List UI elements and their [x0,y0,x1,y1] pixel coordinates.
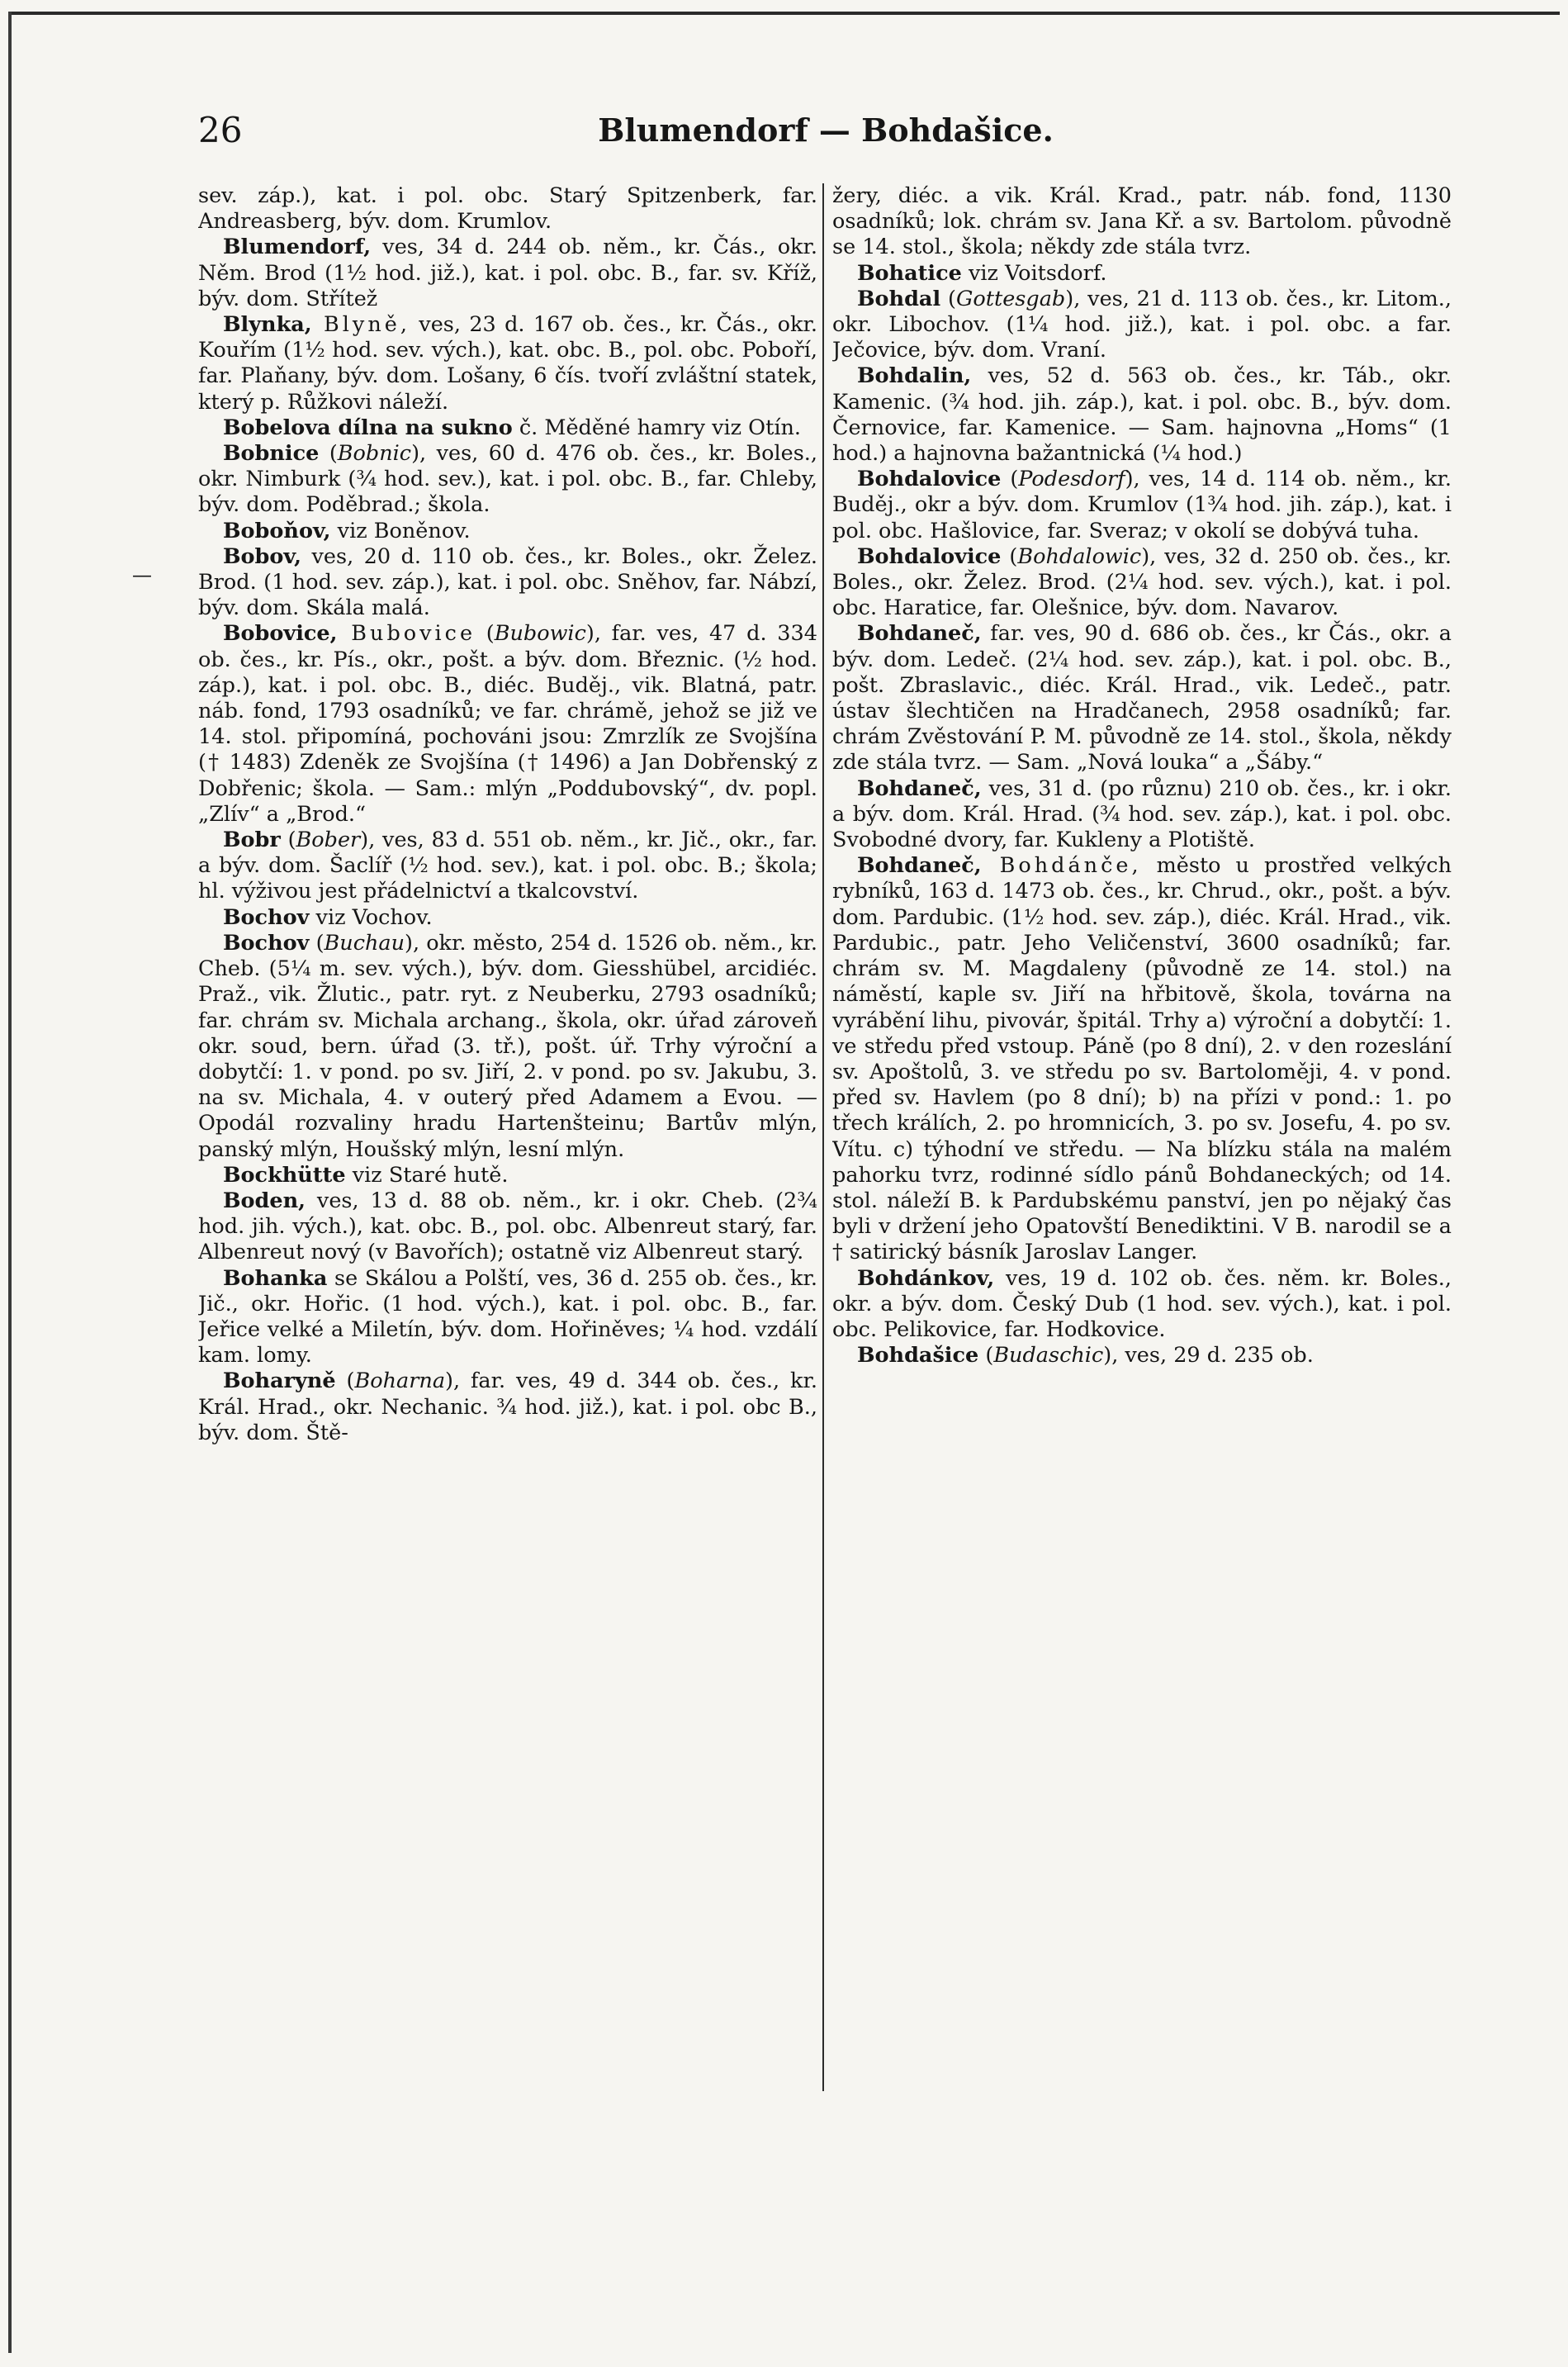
entry-headword: Bohdalovice [857,543,1002,569]
entry-german-name: Bohdalowic [1017,543,1142,569]
entry-text: , ves, 83 d. 551 ob. něm., kr. Jič., okr., far. a býv. dom. Šaclíř (½ hod. sev.), kat. i pol. obc. B.; škola; hl. výživou jest přádelnictví a tkalcovství. [198,828,817,904]
entry-text: sev. záp.), kat. i pol. obc. Starý Spitzenberk, far. Andreasberg, býv. dom. Krumlov. [198,183,817,235]
entry-bobnice: Bobnice (Bobnic), ves, 60 d. 476 ob. čes., kr. Boles., okr. Nimburk (¾ hod. sev.), kat. i pol. obc. B., far. Chleby, býv. dom. Poděbrad.; škola. [198,441,817,518]
entry-headword: Bohanka [223,1265,328,1291]
entry-headword: Boharyně [223,1368,336,1394]
entry-text: , far. ves, 47 d. 334 ob. čes., kr. Pís., okr., pošt. a býv. dom. Březnic. (½ hod. záp.), kat. i pol. obc. B., diéc. Buděj., vik. Blatná, patr. náb. fond, 1793 osadníků; ve far. chrámě, jehož se již ve 14. stol. připomíná, pochováni jsou: Zmrzlík ze Svojšína († 1483) Zdeněk ze Svojšína († 1496) a Jan Dobřenský z Dobřenic; škola. — Sam.: mlýn „Poddubovský“, dv. popl. „Zlív“ a „Brod.“ [198,621,817,827]
entry-headword: Boboňov, [223,518,331,543]
entry-headword: Bohdalin, [857,363,972,389]
entry-text: , ves, 60 d. 476 ob. čes., kr. Boles., okr. Nimburk (¾ hod. sev.), kat. i pol. obc. B., far. Chleby, býv. dom. Poděbrad.; škola. [198,441,817,518]
entry-bockhutte [198,1163,817,1188]
entry-bohdanec3 [832,853,1452,1265]
entry-bohdalin [832,363,1452,467]
entry-bochov2: Bochov (Buchau), okr. město, 254 d. 1526 ob. něm., kr. Cheb. (5¼ m. sev. vých.), býv. dom. Giesshübel, arcidiéc. Praž., vik. Žlutic., patr. ryt. z Neuberku, 2793 osadníků; far. chrám sv. Michala archang., škola, okr. úřad zároveň okr. soud, bern. úřad (3. tř.), pošt. úř. Trhy výroční a dobytčí: 1. v pond. po sv. Jiří, 2. v pond. po sv. Jakubu, 3. na sv. Michala, 4. v outerý před Adamem a Evou. — Opodál rozvaliny hradu Hartenšteinu; Bartův mlýn, panský mlýn, Houšský mlýn, lesní mlýn. [198,930,817,1162]
entry-zery [832,183,1452,261]
entry-spaced-name: Bubovice [337,621,476,647]
entry-text: se Skálou a Polští, ves, 36 d. 255 ob. čes., kr. Jič., okr. Hořic. (1 hod. vých.), kat. i pol. obc. B., far. Jeřice velké a Miletín, býv. dom. Hořiněves; ¼ hod. vzdálí kam. lomy. [198,1265,817,1368]
entry-bohdanec1 [832,621,1452,776]
left-column [198,183,817,2298]
entry-blynka [198,312,817,415]
entry-text: č. Měděné hamry viz Otín. [512,415,802,440]
entry-bohanka [198,1266,817,1369]
page-top-border [8,12,1560,15]
entry-text: ves, 23 d. 167 ob. čes., kr. Čás., okr. Kouřím (1½ hod. sev. vých.), kat. obc. B., pol. obc. Poboří, far. Plaňany, býv. dom. Lošany, 6 čís. tvoří zvláštní statek, který p. Růžkovi náleží. [198,312,817,415]
entry-text: viz Boněnov. [330,518,471,543]
entry-german-name: Bubowic [494,621,586,647]
entry-text: žery, diéc. a vik. Král. Krad., patr. náb. fond, 1130 osadníků; lok. chrám sv. Jana Kř. a sv. Bartolom. původně se 14. stol., škola; někdy zde stála tvrz. [832,183,1452,260]
entry-german-name: Podesdorf [1018,467,1125,492]
running-head: Blumendorf — Bohdašice. [598,111,1054,149]
entry-text: far. ves, 90 d. 686 ob. čes., kr Čás., okr. a býv. dom. Ledeč. (2¼ hod. sev. záp.), kat. i pol. obc. B., pošt. Zbraslavic., diéc. Král. Hrad., vik. Ledeč., patr. ústav šlechtičen na Hradčanech, 2958 osadníků; far. chrám Zvěstování P. M. původně ze 14. stol., škola, někdy zde stála tvrz. — Sam. „Nová louka“ a „Šáby.“ [832,621,1452,776]
entry-german-name: Budaschic [993,1343,1104,1368]
entry-spaced-name: Blyně, [311,312,410,338]
entry-german-name: Buchau [324,930,405,956]
entry-headword: Bockhütte [223,1162,346,1188]
entry-text: , okr. město, 254 d. 1526 ob. něm., kr. Cheb. (5¼ m. sev. vých.), býv. dom. Giesshübel, arcidiéc. Praž., vik. Žlutic., patr. ryt. z Neuberku, 2793 osadníků; far. chrám sv. Michala archang., škola, okr. úřad zároveň okr. soud, bern. úřad (3. tř.), pošt. úř. Trhy výroční a dobytčí: 1. v pond. po sv. Jiří, 2. v pond. po sv. Jakubu, 3. na sv. Michala, 4. v outerý před Adamem a Evou. — Opodál rozvaliny hradu Hartenšteinu; Bartův mlýn, panský mlýn, Houšský mlýn, lesní mlýn. [198,930,817,1162]
entry-text: , far. ves, 49 d. 344 ob. čes., kr. Král. Hrad., okr. Nechanic. ¾ hod. již.), kat. i pol. obc B., býv. dom. Ště- [198,1368,817,1445]
entry-german-name: Boharna [354,1368,446,1394]
entry-bochov1 [198,905,817,931]
entry-bohdalovice1: Bohdalovice (Podesdorf), ves, 14 d. 114 ob. něm., kr. Buděj., okr a býv. dom. Krumlov (1¾ hod. jih. záp.), kat. i pol. obc. Hašlovice, far. Sveraz; v okolí se dobývá tuha. [832,467,1452,543]
column-divider [822,183,824,2091]
entry-bohdankov [832,1266,1452,1344]
entry-headword: Bohdánkov, [857,1265,995,1291]
entry-headword: Bobnice [223,441,320,467]
entry-headword: Blumendorf, [223,235,372,260]
entry-text: ves, 13 d. 88 ob. něm., kr. i okr. Cheb. (2¾ hod. jih. vých.), kat. obc. B., pol. obc. Albenreut starý, far. Albenreut nový (v Bavořích); ostatně viz Albenreut starý. [198,1188,817,1265]
entry-headword: Bohdalovice [857,467,1002,492]
entry-headword: Bobov, [223,543,302,569]
entry-bobr: Bobr (Bober), ves, 83 d. 551 ob. něm., kr. Jič., okr., far. a býv. dom. Šaclíř (½ hod. sev.), kat. i pol. obc. B.; škola; hl. výživou jest přádelnictví a tkalcovství. [198,828,817,904]
margin-mark: — [132,563,152,586]
entry-bohdal: Bohdal (Gottesgab), ves, 21 d. 113 ob. čes., kr. Litom., okr. Libochov. (1¼ hod. již.), kat. i pol. obc. a far. Ječovice, býv. dom. Vraní. [832,286,1452,363]
entry-headword: Bobr [223,828,281,853]
page-header [198,106,1453,155]
entry-headword: Bohdal [857,286,941,311]
entry-german-name: Bober [296,828,361,853]
entry-headword: Boden, [223,1188,306,1213]
page-number: 26 [198,110,243,150]
entry-headword: Blynka, [223,312,312,338]
entry-text: ves, 52 d. 563 ob. čes., kr. Táb., okr. Kamenic. (¾ hod. jih. záp.), kat. i pol. obc. B., býv. dom. Černovice, far. Kamenice. — Sam. hajnovna „Homs“ (1 hod.) a hajnovna bažantnická (¼ hod.) [832,363,1452,467]
entry-bohdalovice2: Bohdalovice (Bohdalowic), ves, 32 d. 250 ob. čes., kr. Boles., okr. Želez. Brod. (2¼ hod. sev. vých.), kat. i pol. obc. Haratice, far. Olešnice, býv. dom. Navarov. [832,543,1452,621]
entry-text: , ves, 29 d. 235 ob. [1111,1343,1314,1368]
entry-headword: Bochov [223,930,310,956]
entry-headword: Bohdaneč, [857,776,982,801]
entry-text: viz Voitsdorf. [961,260,1107,286]
entry-bobovice: Bobovice, Bubovice (Bubowic), far. ves, 47 d. 334 ob. čes., kr. Pís., okr., pošt. a býv. dom. Březnic. (½ hod. záp.), kat. i pol. obc. B., diéc. Buděj., vik. Blatná, patr. náb. fond, 1793 osadníků; ve far. chrámě, jehož se již ve 14. stol. připomíná, pochováni jsou: Zmrzlík ze Svojšína († 1483) Zdeněk ze Svojšína († 1496) a Jan Dobřenský z Dobřenic; škola. — Sam.: mlýn „Poddubovský“, dv. popl. „Zlív“ a „Brod.“ [198,621,817,827]
entry-headword: Bohdašice [857,1343,979,1368]
entry-bohdasice: Bohdašice (Budaschic), ves, 29 d. 235 ob. [857,1343,1314,1368]
entry-text: ves, 34 d. 244 ob. něm., kr. Čás., okr. Něm. Brod (1½ hod. již.), kat. i pol. obc. B., far. sv. Kříž, býv. dom. Střítež [198,235,817,311]
entry-text: ves, 31 d. (po různu) 210 ob. čes., kr. i okr. a býv. dom. Král. Hrad. (¾ hod. sev. záp.), kat. i pol. obc. Svobodné dvory, far. Kukleny a Plotiště. [832,776,1452,853]
entry-bobonov [198,519,817,544]
entry-text: , ves, 14 d. 114 ob. něm., kr. Buděj., okr a býv. dom. Krumlov (1¾ hod. jih. záp.), kat. i pol. obc. Hašlovice, far. Sveraz; v okolí se dobývá tuha. [832,467,1452,543]
entry-bobov [198,544,817,622]
entry-text: ves, 19 d. 102 ob. čes. něm. kr. Boles., okr. a býv. dom. Český Dub (1 hod. sev. vých.), kat. i pol. obc. Pelikovice, far. Hodkovice. [832,1265,1452,1342]
entry-headword: Bohdaneč, [857,621,982,647]
entry-german-name: Gottesgab [955,286,1066,311]
entry-headword: Bochov [223,904,310,930]
entry-headword: Bobelova dílna na sukno [223,415,513,440]
entry-bohatice [832,261,1452,287]
entry-bobelova [198,415,817,441]
entry-text: viz Vochov. [309,904,433,930]
entry-headword: Bobovice, [223,621,338,647]
entry-headword: Bohdaneč, [857,853,982,879]
entry-bohdanec2 [832,776,1452,854]
entry-spaced-name: Bohdánče, [981,853,1142,879]
entry-text: , ves, 21 d. 113 ob. čes., kr. Litom., okr. Libochov. (1¼ hod. již.), kat. i pol. obc. a far. Ječovice, býv. dom. Vraní. [832,286,1452,363]
entry-text: město u prostřed velkých rybníků, 163 d. 1473 ob. čes., kr. Chrud., okr., pošt. a býv. dom. Pardubic. (1½ hod. sev. záp.), diéc. Král. Hrad., vik. Pardubic., patr. Jeho Veličenství, 3600 osadníků; far. chrám sv. M. Magdaleny (původně ze 14. stol.) na náměstí, kaple sv. Jiří na hřbitově, škola, továrna na vyrábění lihu, pivovár, špitál. Trhy a) výroční a dobytčí: 1. ve středu před vstoup. Páně (po 8 dní), 2. v den rozeslání sv. Apoštolů, 3. ve středu po sv. Bartoloměji, 4. v pond. před sv. Havlem (po 8 dní); b) na přízi v pond.: 1. po třech králích, 2. po hromnicích, 3. po sv. Josefu, 4. po sv. Vítu. c) týhodní ve středu. — Na blízku stála na malém pahorku tvrz, rodinné sídlo pánů Bohdaneckých; od 14. stol. náleží B. k Pardubskému panství, jen po nějaký čas byli v držení jeho Opatovští Benediktini. V B. narodil se a † satirický básník Jaroslav Langer. [832,853,1452,1265]
entry-german-name: Bobnic [337,441,412,467]
right-column [832,183,1452,2298]
entry-text: ves, 20 d. 110 ob. čes., kr. Boles., okr. Želez. Brod. (1 hod. sev. záp.), kat. i pol. obc. Sněhov, far. Nábzí, býv. dom. Skála malá. [198,543,817,621]
page-left-border [8,12,12,2353]
entry-blumendorf [198,235,817,312]
entry-boharyne: Boharyně (Boharna), far. ves, 49 d. 344 ob. čes., kr. Král. Hrad., okr. Nechanic. ¾ hod. již.), kat. i pol. obc B., býv. dom. Ště- [198,1368,817,1445]
entry-text: viz Staré hutě. [345,1162,509,1188]
entry-text: , ves, 32 d. 250 ob. čes., kr. Boles., okr. Želez. Brod. (2¼ hod. sev. vých.), kat. i pol. obc. Haratice, far. Olešnice, býv. dom. Navarov. [832,543,1452,621]
entry-boden [198,1188,817,1266]
entry-spitzenberk [198,183,817,235]
entry-headword: Bohatice [857,260,962,286]
